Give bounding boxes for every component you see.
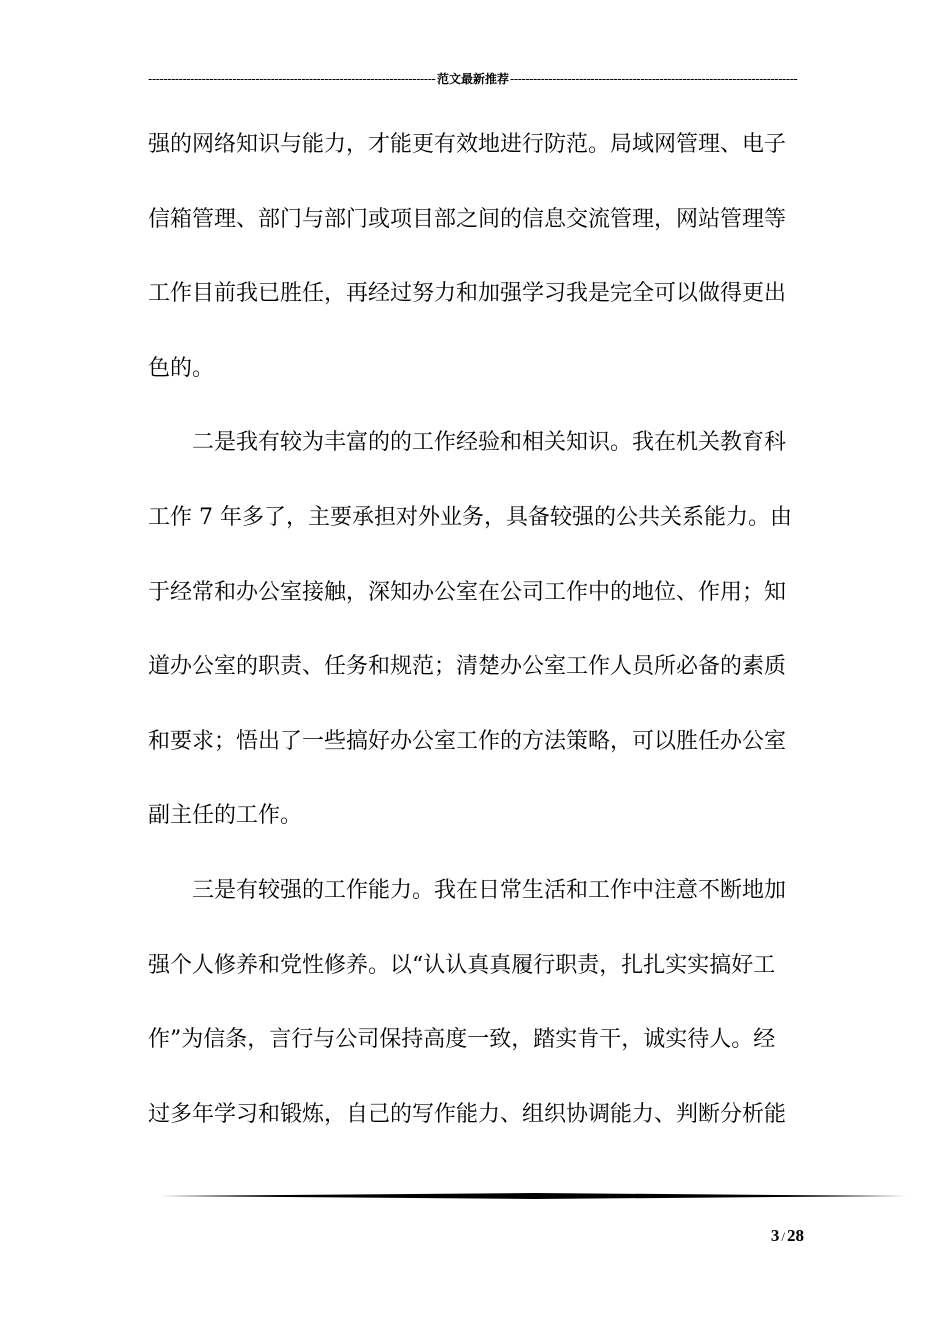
header-title: 范文最新推荐: [436, 72, 509, 86]
total-pages: 28: [787, 1226, 804, 1245]
header-dashes-left: [148, 71, 436, 87]
text-line: 道办公室的职责、任务和规范；清楚办公室工作人员所必备的素质: [148, 654, 787, 680]
text-line: 和要求；悟出了一些搞好办公室工作的方法策略，可以胜任办公室: [148, 728, 787, 754]
text-line: 强的网络知识与能力，才能更有效地进行防范。局域网管理、电子: [148, 132, 787, 157]
page-number: [740, 1226, 804, 1246]
document-body: [148, 108, 798, 1152]
footer-divider: [160, 1193, 908, 1199]
header-dashes-right: [510, 71, 798, 87]
text-line: 于经常和办公室接触，深知办公室在公司工作中的地位、作用；知: [148, 579, 787, 605]
text-line: 信箱管理、部门与部门或项目部之间的信息交流管理，网站管理等: [148, 206, 787, 232]
current-page: 3: [770, 1226, 780, 1245]
text-line: 强个人修养和党性修养。以“认认真真履行职责，扎扎实实搞好工: [148, 952, 776, 978]
page-header: [148, 71, 798, 87]
text-line: 副主任的工作。: [148, 803, 303, 829]
text-line: 工作 7 年多了，主要承担对外业务，具备较强的公共关系能力。由: [148, 504, 792, 530]
text-line: 过多年学习和锻炼，自己的写作能力、组织协调能力、判断分析能: [148, 1101, 787, 1127]
page-separator: /: [781, 1229, 785, 1244]
text-line: 色的。: [148, 355, 215, 381]
text-line: 作”为信条，言行与公司保持高度一致，踏实肯干，诚实待人。经: [148, 1027, 776, 1053]
text-line: 工作目前我已胜任，再经过努力和加强学习我是完全可以做得更出: [148, 281, 787, 307]
paragraph-start-line: 二是我有较为丰富的的工作经验和相关知识。我在机关教育科: [192, 430, 787, 456]
paragraph-start-line: 三是有较强的工作能力。我在日常生活和工作中注意不断地加: [192, 877, 787, 903]
